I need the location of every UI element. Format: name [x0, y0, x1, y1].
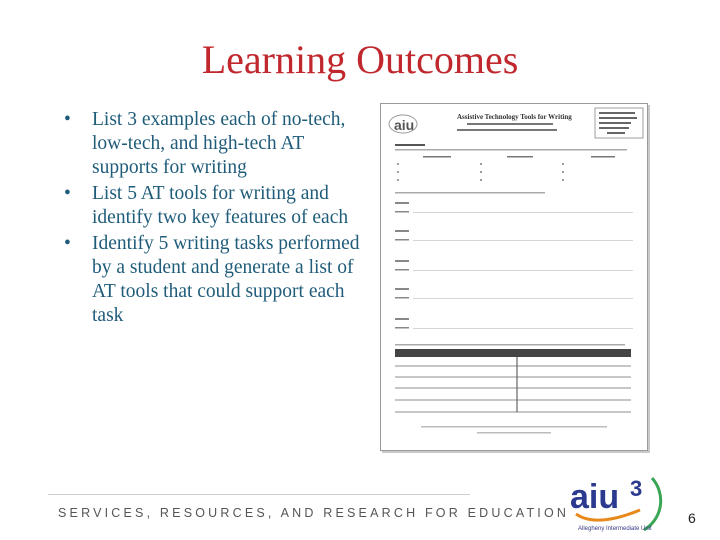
bullet-item: • List 3 examples each of no-tech, low-tech, and high-tech AT supports for writing [60, 108, 372, 180]
footer-divider [48, 494, 470, 495]
worksheet-image [381, 104, 647, 450]
learning-outcomes-list [60, 108, 372, 330]
bullet-item: • List 5 AT tools for writing and identify two key features of each [60, 182, 372, 230]
logo-wordmark: aiu [570, 478, 620, 516]
worksheet-heading: Assistive Technology Tools for Writing [457, 113, 572, 121]
logo-arc [644, 478, 661, 530]
page-number: 6 [688, 510, 696, 526]
footer-tagline: SERVICES, RESOURCES, AND RESEARCH FOR EDUCATION [58, 506, 570, 520]
slide-title: Learning Outcomes [201, 37, 519, 82]
worksheet-thumbnail [380, 103, 648, 451]
bullet-item: • Identify 5 writing tasks performed by a student and generate a list of AT tools that could support each task [60, 232, 372, 328]
logo-superscript: 3 [630, 476, 643, 501]
logo-tagline: Allegheny Intermediate Unit [578, 526, 652, 532]
worksheet-logo-text: aiu [394, 117, 415, 133]
